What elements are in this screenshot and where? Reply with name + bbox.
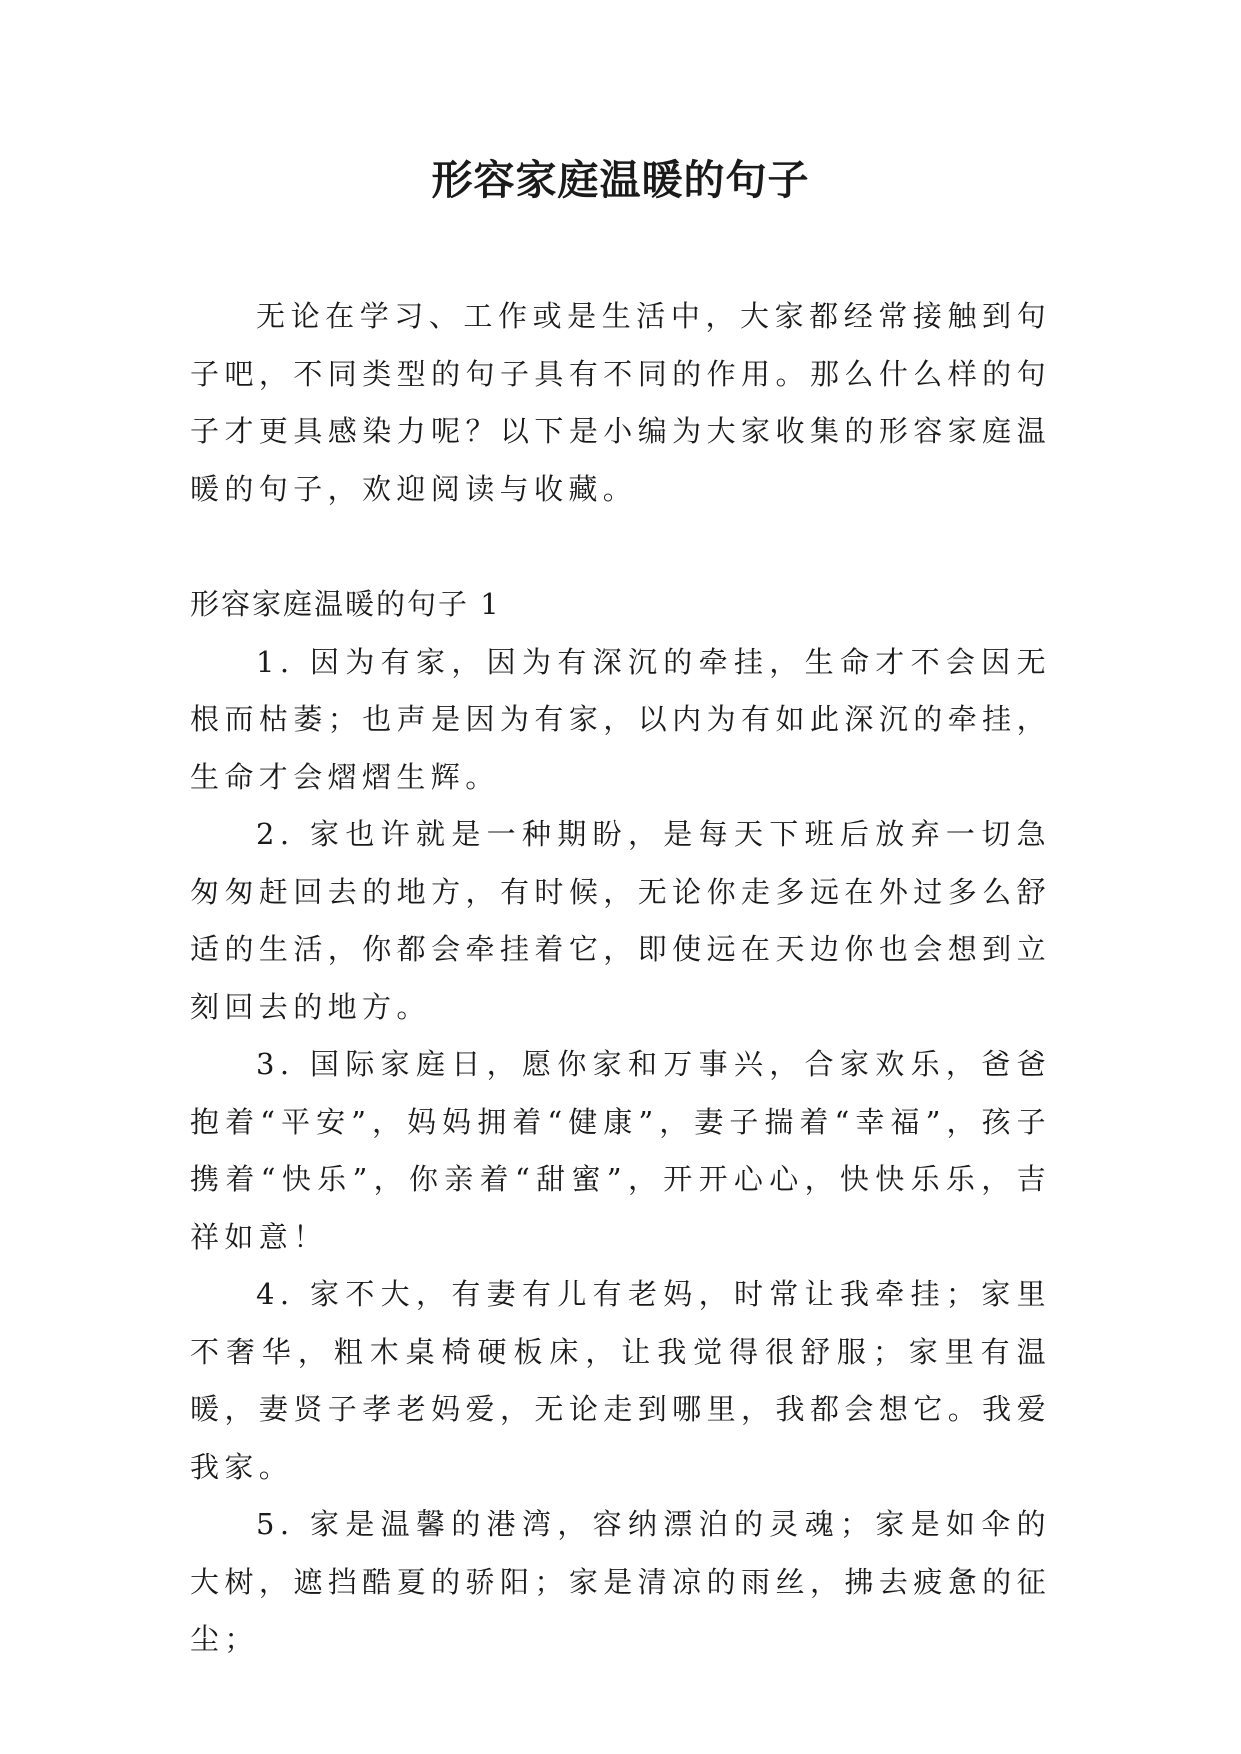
- sentence-item-3: 3. 国际家庭日，愿你家和万事兴，合家欢乐，爸爸抱着“平安”，妈妈拥着“健康”，妻子揣着“幸福”，孩子携着“快乐”，你亲着“甜蜜”，开开心心，快快乐乐，吉祥如意！: [190, 1047, 1051, 1254]
- sentence-item-5: 5. 家是温馨的港湾，容纳漂泊的灵魂；家是如伞的大树，遮挡酷夏的骄阳；家是清凉的雨丝，拂去疲惫的征尘；: [190, 1507, 1051, 1656]
- document-title: 形容家庭温暖的句子: [431, 156, 810, 204]
- intro-paragraph: 无论在学习、工作或是生活中，大家都经常接触到句子吧，不同类型的句子具有不同的作用。那么什么样的句子才更具感染力呢？以下是小编为大家收集的形容家庭温暖的句子，欢迎阅读与收藏。: [190, 299, 1051, 506]
- sentence-item-1: 1. 因为有家，因为有深沉的牵挂，生命才不会因无根而枯萎；也声是因为有家，以内为有如此深沉的牵挂，生命才会熠熠生辉。: [190, 644, 1051, 794]
- sentence-item-4: 4. 家不大，有妻有儿有老妈，时常让我牵挂；家里不奢华，粗木桌椅硬板床，让我觉得很舒服；家里有温暖，妻贤子孝老妈爱，无论走到哪里，我都会想它。我爱我家。: [190, 1277, 1051, 1484]
- document-body: [190, 288, 1051, 1669]
- sentence-item-2: 2. 家也许就是一种期盼，是每天下班后放弃一切急匆匆赶回去的地方，有时候，无论你走多远在外过多么舒适的生活，你都会牵挂着它，即使远在天边你也会想到立刻回去的地方。: [190, 817, 1051, 1024]
- section-heading: 形容家庭温暖的句子 1: [190, 587, 501, 621]
